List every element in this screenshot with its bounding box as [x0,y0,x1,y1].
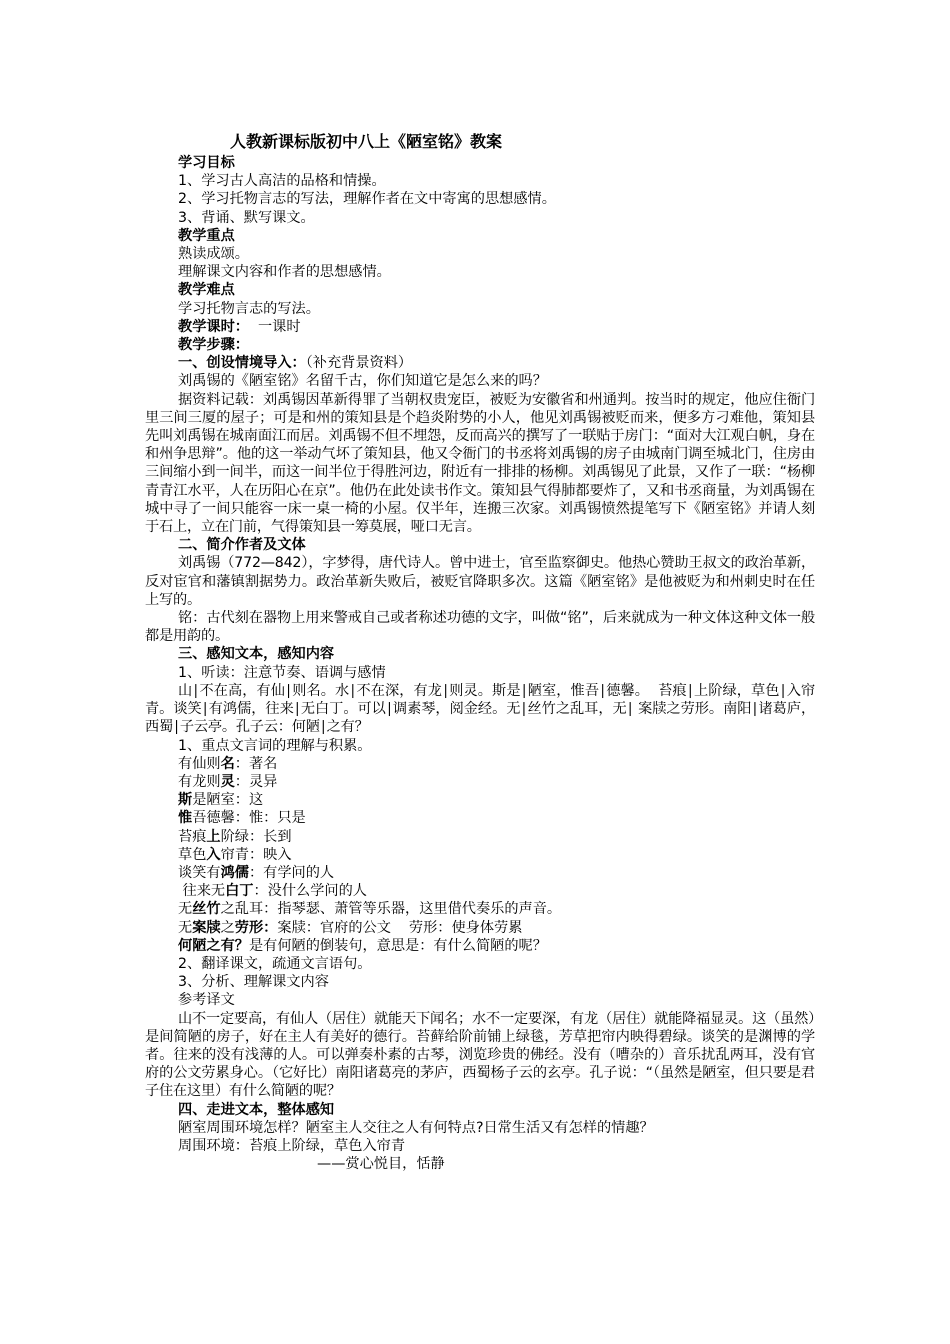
vocab-gloss: ：有学问的人 [248,864,335,881]
vocab-key: 上 [206,828,221,845]
document-page [145,132,815,1173]
section2-heading: 二、简介作者及文体 [178,537,306,554]
vocab-pre: 无 [178,901,193,918]
vocab-gloss: ：著名 [234,755,278,772]
section1-heading-line [145,354,815,372]
goal-item: 3、背诵、默写课文。 [178,209,315,226]
reference-translation: 山不一定要高，有仙人（居住）就能天下闻名；水不一定要深，有龙（居住）就能降福显灵。这（虽然）是间简陋的房子，好在主人有美好的德行。苔藓给阶前铺上绿毯，芳草把帘内映得碧绿。谈笑的是渊博的学者。往来的没有浅薄的人。可以弹奏朴素的古琴，浏览珍贵的佛经。没有（嘈杂的）音乐扰乱两耳，没有官府的公文劳累身心。（它好比）南阳诸葛亮的茅庐，西蜀杨子云的玄亭。孔子说：“（虽然是陋室，但只要是君子住在这里）有什么简陋的呢？ [145,1010,815,1100]
vocab-gloss: 阶绿：长到 [220,828,292,845]
hours-label: 教学课时： [178,318,249,335]
vocab-gloss: ：没什么学问的人 [253,883,367,900]
vocab-key: 斯 [178,792,193,809]
vocab-pre: 草色 [178,846,207,863]
hours-line [145,318,815,336]
vocab-key: 何陋之有？ [178,937,249,954]
section3-heading: 三、感知文本，感知内容 [178,646,335,663]
vocab-gloss: 帘青：映入 [220,846,292,863]
goal-item: 1、学习古人高洁的品格和情操。 [178,173,386,190]
vocab-item [145,864,815,882]
section3-marked-text: 山∣不在高，有仙∣则名。水∣不在深，有龙∣则灵。斯是∣陋室，惟吾∣德馨。 苔痕∣上阶绿，草色∣入帘青。谈笑∣有鸿儒，往来∣无白丁。可以∣调素琴，阅金经。无∣丝竹之乱耳，无∣ 案牍之劳形。南阳∣诸葛庐，西蜀∣子云亭。孔子云：何陋∣之有？ [145,682,815,736]
vocab-item [145,919,815,937]
vocab-pre: 谈笑有 [178,864,221,881]
section1-note: （补充背景资料） [305,355,413,372]
key-points-heading: 教学重点 [178,227,235,244]
difficulty-heading: 教学难点 [178,282,235,299]
vocab-key: 丝竹 [192,901,221,918]
vocab-item [145,937,815,955]
vocab-gloss: 是陋室：这 [192,792,264,809]
section3-listen: 1、听读：注意节奏、语调与感情 [178,664,386,681]
vocab-key: 鸿儒 [220,864,249,881]
vocab-gloss: 吾德馨：惟：只是 [192,810,306,827]
vocab-gloss: 案牍：官府的公文 劳形：使身体劳累 [277,919,523,936]
vocab-item [145,900,815,918]
vocab-item [145,882,815,900]
goal-item: 2、学习托物言志的写法，理解作者在文中寄寓的思想感情。 [178,191,556,208]
vocab-pre: 有仙则 [178,755,221,772]
key-point-item: 理解课文内容和作者的思想感情。 [178,264,391,281]
section2-author: 刘禹锡（772—842），字梦得，唐代诗人。曾中进士，官至监察御史。他热心赞助王叔文的政治革新，反对宦官和藩镇割据势力。政治革新失败后，被贬官降职多次。这篇《陋室铭》是他被贬为和州刺史时在任上写的。 [145,555,815,608]
vocab-gloss: 是有何陋的倒装句，意思是：有什么简陋的呢？ [248,937,547,954]
vocab-item [145,828,815,846]
section2-genre: 铭：古代刻在器物上用来警戒自己或者称述功德的文字，叫做“铭”，后来就成为一种文体这种文体一般都是用韵的。 [145,610,815,645]
vocab-pre: 有龙则 [178,773,221,790]
section4-heading: 四、走进文本，整体感知 [178,1101,335,1118]
vocab-pre: 无 [178,919,193,936]
vocab-pre: 往来无 [178,883,226,900]
reference-label: 参考译文 [178,992,235,1009]
section3-translate: 2、翻译课文，疏通文言语句。 [178,955,372,972]
vocab-key: 劳形： [234,919,278,936]
vocab-gloss: 之乱耳：指琴瑟、萧管等乐器，这里借代奏乐的声音。 [220,901,562,918]
vocab-key: 名 [220,755,235,772]
vocab-key: 案牍 [192,919,221,936]
document-title: 人教新课标版初中八上《陋室铭》教案 [230,132,503,151]
vocab-key: 惟 [178,810,193,827]
vocab-key: 白丁 [225,883,254,900]
vocab-pre: 苔痕 [178,828,207,845]
goals-heading: 学习目标 [178,155,235,171]
hours-value: 一课时 [248,318,301,335]
vocab-key: 入 [206,846,221,863]
vocab-mid: 之 [220,919,235,936]
section1-heading: 一、创设情境导入： [178,355,306,372]
vocab-heading: 1、重点文言词的理解与积累。 [178,737,372,754]
vocab-gloss: ：灵异 [234,773,278,790]
section1-story: 据资料记载：刘禹锡因革新得罪了当朝权贵宠臣，被贬为安徽省和州通判。按当时的规定，他应住衙门里三间三厦的屋子；可是和州的策知县是个趋炎附势的小人，他见刘禹锡被贬而来，便多方刁难他，策知县先叫刘禹锡在城南面江而居。刘禹锡不但不埋怨，反而高兴的撰写了一联贴于房门：“面对大江观白帆，身在和州争思辩”。他的这一举动气坏了策知县，他又令衙门的书丞将刘禹锡的房子由城南门调至城北门，住房由三间缩小到一间半，而这一间半位于得胜河边，附近有一排排的杨柳。刘禹锡见了此景，又作了一联：“杨柳青青江水平，人在历阳心在京”。他仍在此处读书作文。策知县气得肺都要炸了，又和书丞商量，为刘禹锡在城中寻了一间只能容一床一桌一椅的小屋。仅半年，连搬三次家。刘禹锡愤然提笔写下《陋室铭》并请人刻于石上，立在门前，气得策知县一筹莫展，哑口无言。 [145,391,815,536]
vocab-item [145,773,815,791]
section4-env-summary: ——赏心悦目，恬静 [317,1156,445,1173]
section1-question: 刘禹锡的《陋室铭》名留千古，你们知道它是怎么来的吗？ [178,373,547,390]
steps-heading: 教学步骤： [178,337,249,354]
section3-analyze: 3、分析、理解课文内容 [178,974,329,991]
vocab-item [145,846,815,864]
difficulty-item: 学习托物言志的写法。 [178,300,320,317]
vocab-key: 灵 [220,773,235,790]
section4-env: 周围环境：苔痕上阶绿，草色入帘青 [178,1137,406,1154]
vocab-item [145,809,815,827]
section4-question: 陋室周围环境怎样？陋室主人交往之人有何特点?日常生活又有怎样的情趣？ [178,1119,654,1136]
key-point-item: 熟读成颂。 [178,246,249,263]
vocab-item [145,755,815,773]
vocab-item [145,791,815,809]
